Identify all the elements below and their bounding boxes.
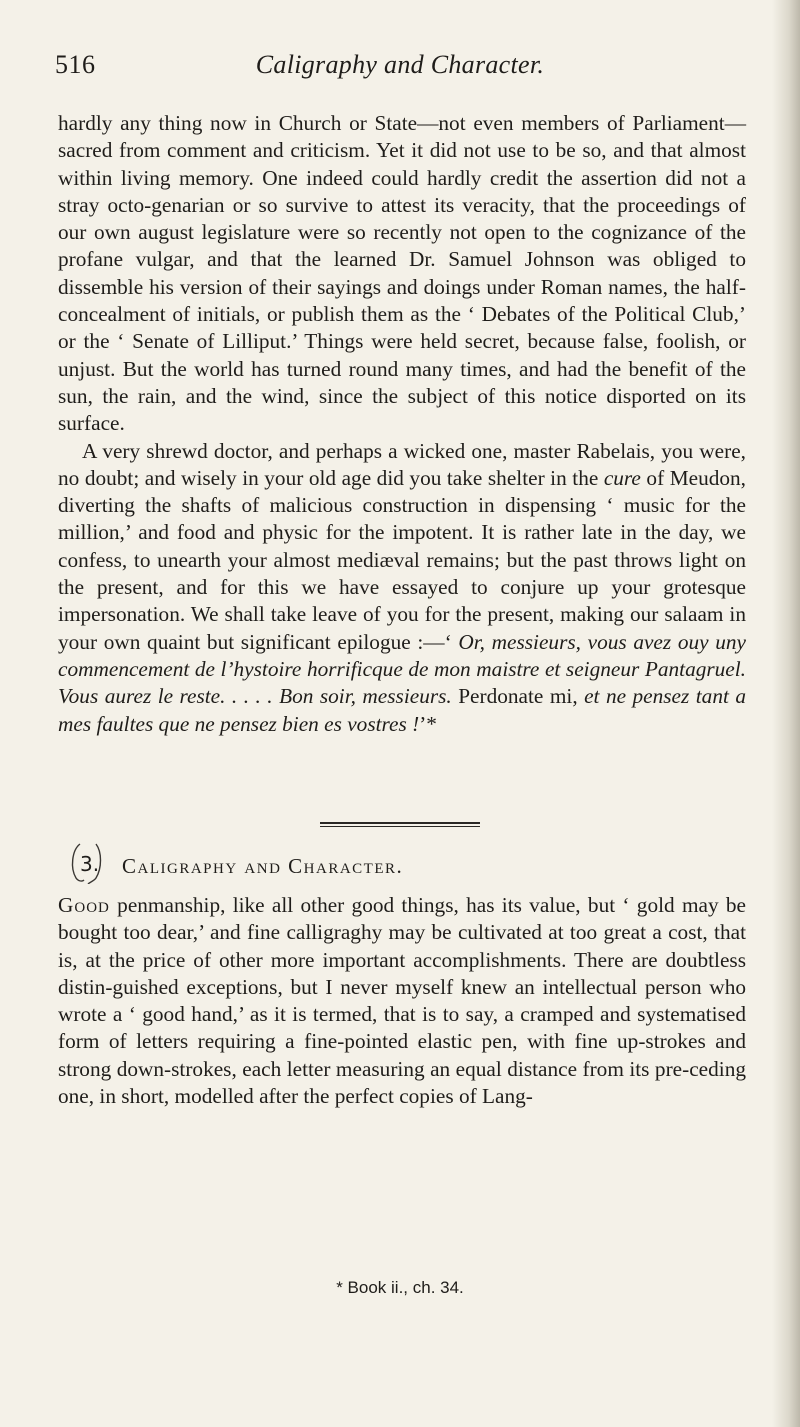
section-heading bbox=[58, 840, 746, 890]
text-run: A very shrewd doctor, and perhaps a wicked one, master Rabelais, you were, no doubt; and wisely in your old age did you take shelter in the bbox=[58, 438, 746, 490]
text-run: penmanship, like all other good things, has its value, but ‘ gold may be bought too dear,’ and fine calligraghy may be cultivated at too great a cost, that is, at the price of other more important accomplishments. There are doubtless distin-guished exceptions, but I never myself knew an intellectual person who wrote a ‘ good hand,’ as it is termed, that is to say, a cramped and systematised form of letters requiring a fine-pointed elastic pen, with fine up-strokes and strong down-strokes, each letter measuring an equal distance from its pre-ceding one, in short, modelled after the perfect copies of Lang- bbox=[58, 893, 746, 1109]
running-title: Caligraphy and Character. bbox=[255, 50, 545, 79]
french-quotation: et ne pensez tant a mes faultes que ne pensez bien es vostres ! bbox=[58, 684, 746, 736]
footnote: * Book ii., ch. 34. bbox=[336, 1278, 464, 1297]
body-text bbox=[58, 110, 746, 738]
italic-text: cure bbox=[603, 465, 641, 490]
section-text bbox=[58, 892, 746, 1110]
running-head bbox=[55, 50, 745, 90]
section-title: Caligraphy and Character. bbox=[122, 854, 404, 878]
paragraph bbox=[58, 438, 746, 738]
paragraph: hardly any thing now in Church or State—not even members of Parliament—sacred from comment and criticism. Yet it did not use to be so, and that almost within living memory. One indeed could hardly credit the assertion did not a stray octo-genarian or so survive to attest its veracity, that the proceedings of our own august legislature were so recently not open to the cognizance of the profane vulgar, and that the learned Dr. Samuel Johnson was obliged to dissemble his version of their sayings and doings under Roman names, the half-concealment of initials, or publish them as the ‘ Debates of the Political Club,’ or the ‘ Senate of Lilliput.’ Things were held secret, because false, foolish, or unjust. But the world has turned round many times, and had the benefit of the sun, the rain, and the wind, since the subject of this notice disported on its surface. bbox=[58, 111, 746, 436]
text-run: of Meudon, diverting the shafts of malicious construction in dispensing ‘ music for the million,’ and food and physic for the impotent. It is rather late in the day, we confess, to unearth your almost mediæval remains; but the past throws light on the present, and for this we have essayed to conjure up your grotesque impersonation. We shall take leave of you for the present, making our salaam in your own quaint but significant epilogue :—‘ bbox=[58, 465, 746, 654]
page-edge-shadow bbox=[772, 0, 800, 1427]
page-number: 516 bbox=[55, 50, 96, 79]
french-quotation: Or, messieurs, vous avez ouy uny commencement de l’hystoire horrificque de mon maistre et seigneur Pantagruel. Vous aurez le reste. . . . . Bon soir, messieurs. bbox=[58, 629, 746, 709]
footnote-marker: ’* bbox=[419, 711, 437, 736]
text-run: Perdonate mi, bbox=[451, 684, 585, 709]
section-divider bbox=[320, 822, 480, 824]
section-divider bbox=[320, 826, 480, 827]
paragraph bbox=[58, 892, 746, 1110]
lead-word: Good bbox=[58, 893, 110, 917]
section-number: 3. bbox=[80, 852, 100, 876]
